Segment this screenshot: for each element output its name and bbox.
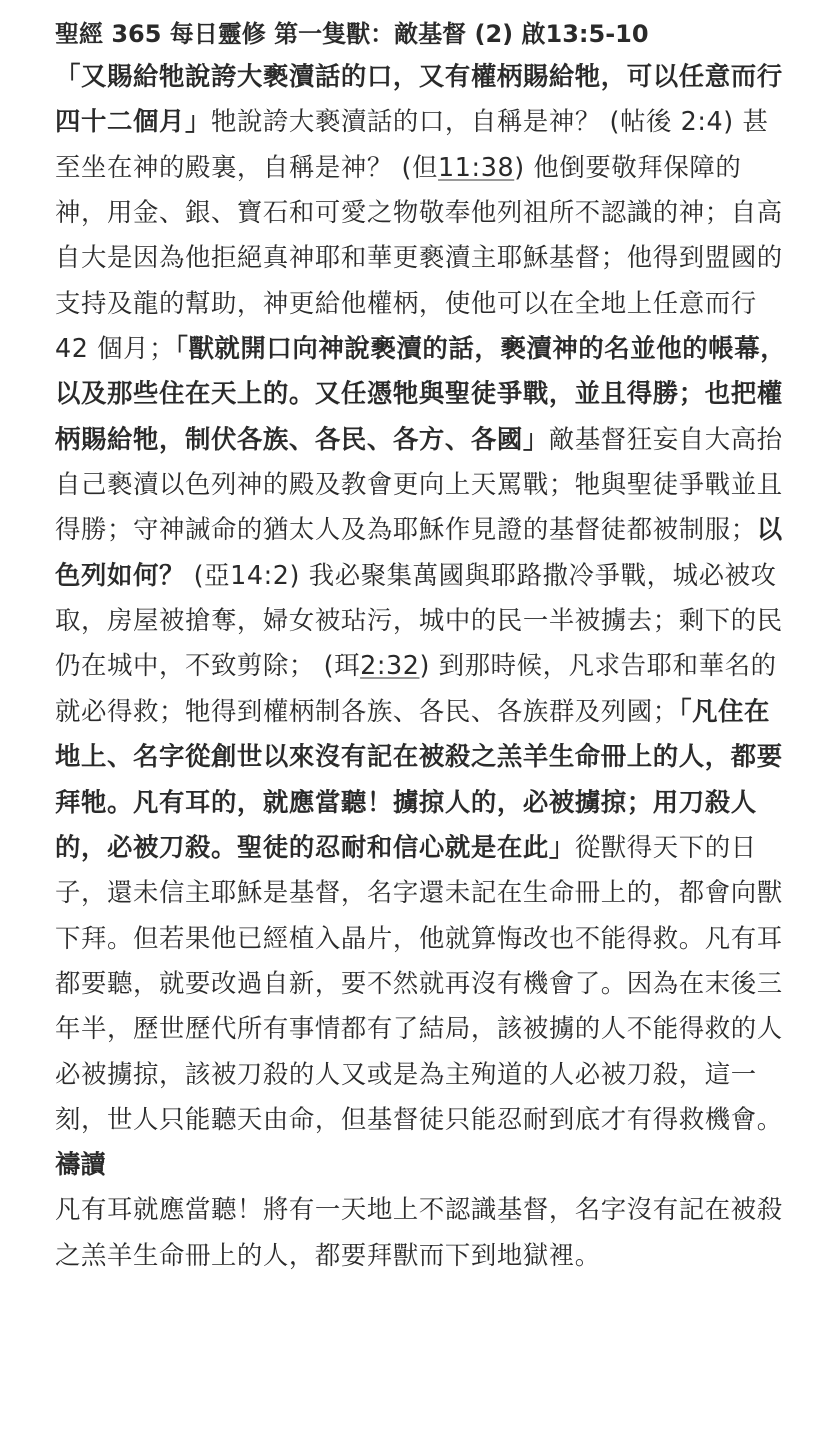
- page-title: 聖經 365 每日靈修 第一隻獸：敵基督 (2) 啟13:5-10: [55, 20, 649, 48]
- devotion-body: [55, 54, 788, 1142]
- commentary-2: (帖後 2:4) 甚至坐在神的殿裏，自稱是神？ (但: [55, 106, 769, 182]
- scripture-ref-link[interactable]: 11:38: [438, 151, 515, 182]
- scripture-ref-link[interactable]: 2:32: [360, 650, 420, 681]
- prayer-text: 凡有耳就應當聽！將有一天地上不認識基督，名字沒有記在被殺之羔羊生命冊上的人，都要拜獸而下到地獄裡。: [55, 1194, 783, 1270]
- commentary-7: 從獸得天下的日子，還未信主耶穌是基督，名字還未記在生命冊上的，都會向獸下拜。但若果他已經植入晶片，他就算悔改也不能得救。凡有耳都要聽，就要改過自新，要不然就再沒有機會了。因為在末後三年半，歷世歷代所有事情都有了結局，該被擄的人不能得救的人必被擄掠，該被刀殺的人又或是為主殉道的人必被刀殺，這一刻，世人只能聽天由命，但基督徒只能忍耐到底才有得救機會。: [55, 831, 783, 1134]
- scripture-quote-3: 「凡住在地上、名字從創世以來沒有記在被殺之羔羊生命冊上的人，都要拜牠。凡有耳的，就應當聽！擄掠人的，必被擄掠；用刀殺人的，必被刀殺。聖徒的忍耐和信心就是在此」: [55, 695, 783, 862]
- prayer-heading: 禱讀: [55, 1149, 106, 1180]
- scripture-quote-2: 「獸就開口向神說褻瀆的話，褻瀆神的名並他的帳幕，以及那些住在天上的。又任憑牠與聖徒爭戰，並且得勝；也把權柄賜給牠，制伏各族、各民、各方、各國」: [55, 333, 787, 454]
- commentary-5: (亞14:2) 我必聚集萬國與耶路撒冷爭戰，城必被攻取，房屋被搶奪，婦女被玷污，城中的民一半被擄去；剩下的民仍在城中，不致剪除； (珥: [55, 559, 783, 681]
- commentary-4: 敵基督狂妄自大高抬自己褻瀆以色列神的殿及教會更向上天罵戰；牠與聖徒爭戰並且得勝；守神誡命的猶太人及為耶穌作見證的基督徒都被制服；: [55, 423, 783, 545]
- commentary-6: ) 到那時候，凡求告耶和華名的就必得救；牠得到權柄制各族、各民、各族群及列國；: [55, 650, 777, 726]
- scripture-quote-1: 「又賜給牠說誇大褻瀆話的口，又有權柄賜給牠，可以任意而行四十二個月」: [55, 61, 783, 137]
- commentary-3: ) 他倒要敬拜保障的神，用金、銀、寶石和可愛之物敬奉他列祖所不認識的神；自高自大是因為他拒絕真神耶和華更褻瀆主耶穌基督；他得到盟國的支持及龍的幫助，神更給他權柄，使他可以在全地上任意而行 42 個月；: [55, 151, 783, 364]
- question-israel: 以色列如何？: [55, 514, 783, 590]
- commentary-1: 牠說誇大褻瀆話的口，自稱是神？: [210, 106, 601, 137]
